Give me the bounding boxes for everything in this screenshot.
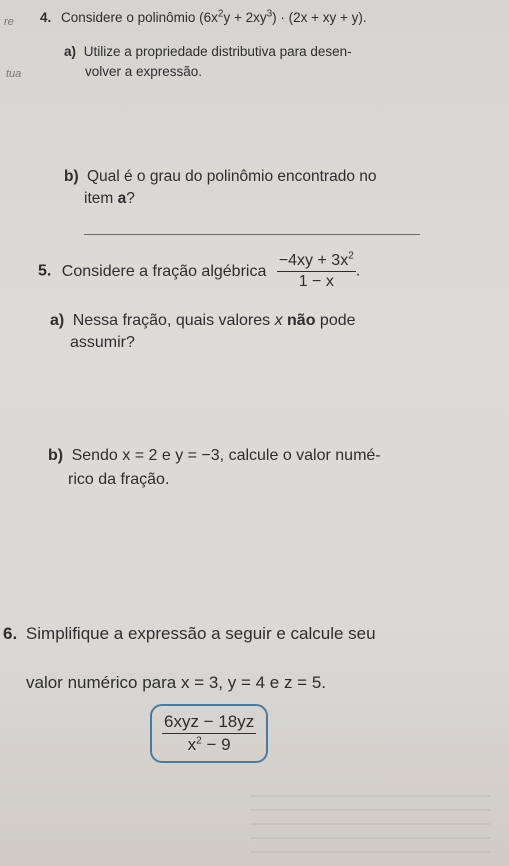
question-4a-line2: volver a expressão. [85, 64, 203, 79]
margin-fragment-top: re [4, 16, 14, 28]
fraction-denominator: $x^2 - 9$ [187, 735, 231, 754]
margin-fragment-middle: tua [6, 68, 22, 80]
question-5-number: 5. [38, 262, 52, 280]
question-6-line2: valor numérico para x = 3, y = 4 e z = 5. [26, 673, 327, 692]
question-5a-line1: Nessa fração, quais valores x não pode [72, 312, 356, 329]
question-6-expression-box [150, 704, 268, 763]
answer-line [84, 234, 420, 235]
question-4a-line1: Utilize a propriedade distributiva para desen- [83, 44, 352, 59]
question-4b [64, 168, 377, 186]
fraction-denominator: 1 − x [298, 273, 334, 290]
question-5b [48, 447, 381, 465]
question-6 [3, 624, 376, 644]
question-6-fraction [162, 712, 256, 755]
question-4-statement: Considere o polinômio $(6x^2y + 2xy^3) \cdot (2x$ + xy + y). [61, 8, 367, 25]
question-4 [40, 10, 367, 25]
bleed-through-texture [250, 795, 490, 855]
question-4-number: 4. [40, 10, 52, 25]
question-4a [64, 44, 352, 59]
question-5a-line2: assumir? [70, 334, 135, 351]
question-4b-label: b) [64, 168, 79, 185]
question-4b-line1: Qual é o grau do polinômio encontrado no [86, 168, 377, 185]
question-5b-label: b) [48, 447, 64, 464]
question-5a-label: a) [50, 312, 65, 329]
question-5: 5. Considere a fração algébrica $\frac{-4xy + 3x^2}{1 - x}$ . [38, 250, 361, 290]
question-5b-line2: rico da fração. [68, 471, 170, 488]
question-6-number: 6. [3, 624, 18, 643]
question-6-line1: Simplifique a expressão a seguir e calcule seu [25, 624, 376, 643]
question-5a [50, 312, 356, 330]
question-4b-line2: item a? [84, 190, 135, 207]
question-5-fraction [277, 252, 356, 291]
fraction-numerator: 6xyz − 18yz [162, 712, 256, 734]
question-5b-line1: Sendo x = 2 e y = −3, calcule o valor numé- [71, 447, 381, 464]
question-5-statement: Considere a fração algébrica [61, 262, 267, 280]
fraction-numerator: $-4xy + 3x^2$ [277, 252, 356, 272]
question-4a-label: a) [64, 44, 77, 59]
